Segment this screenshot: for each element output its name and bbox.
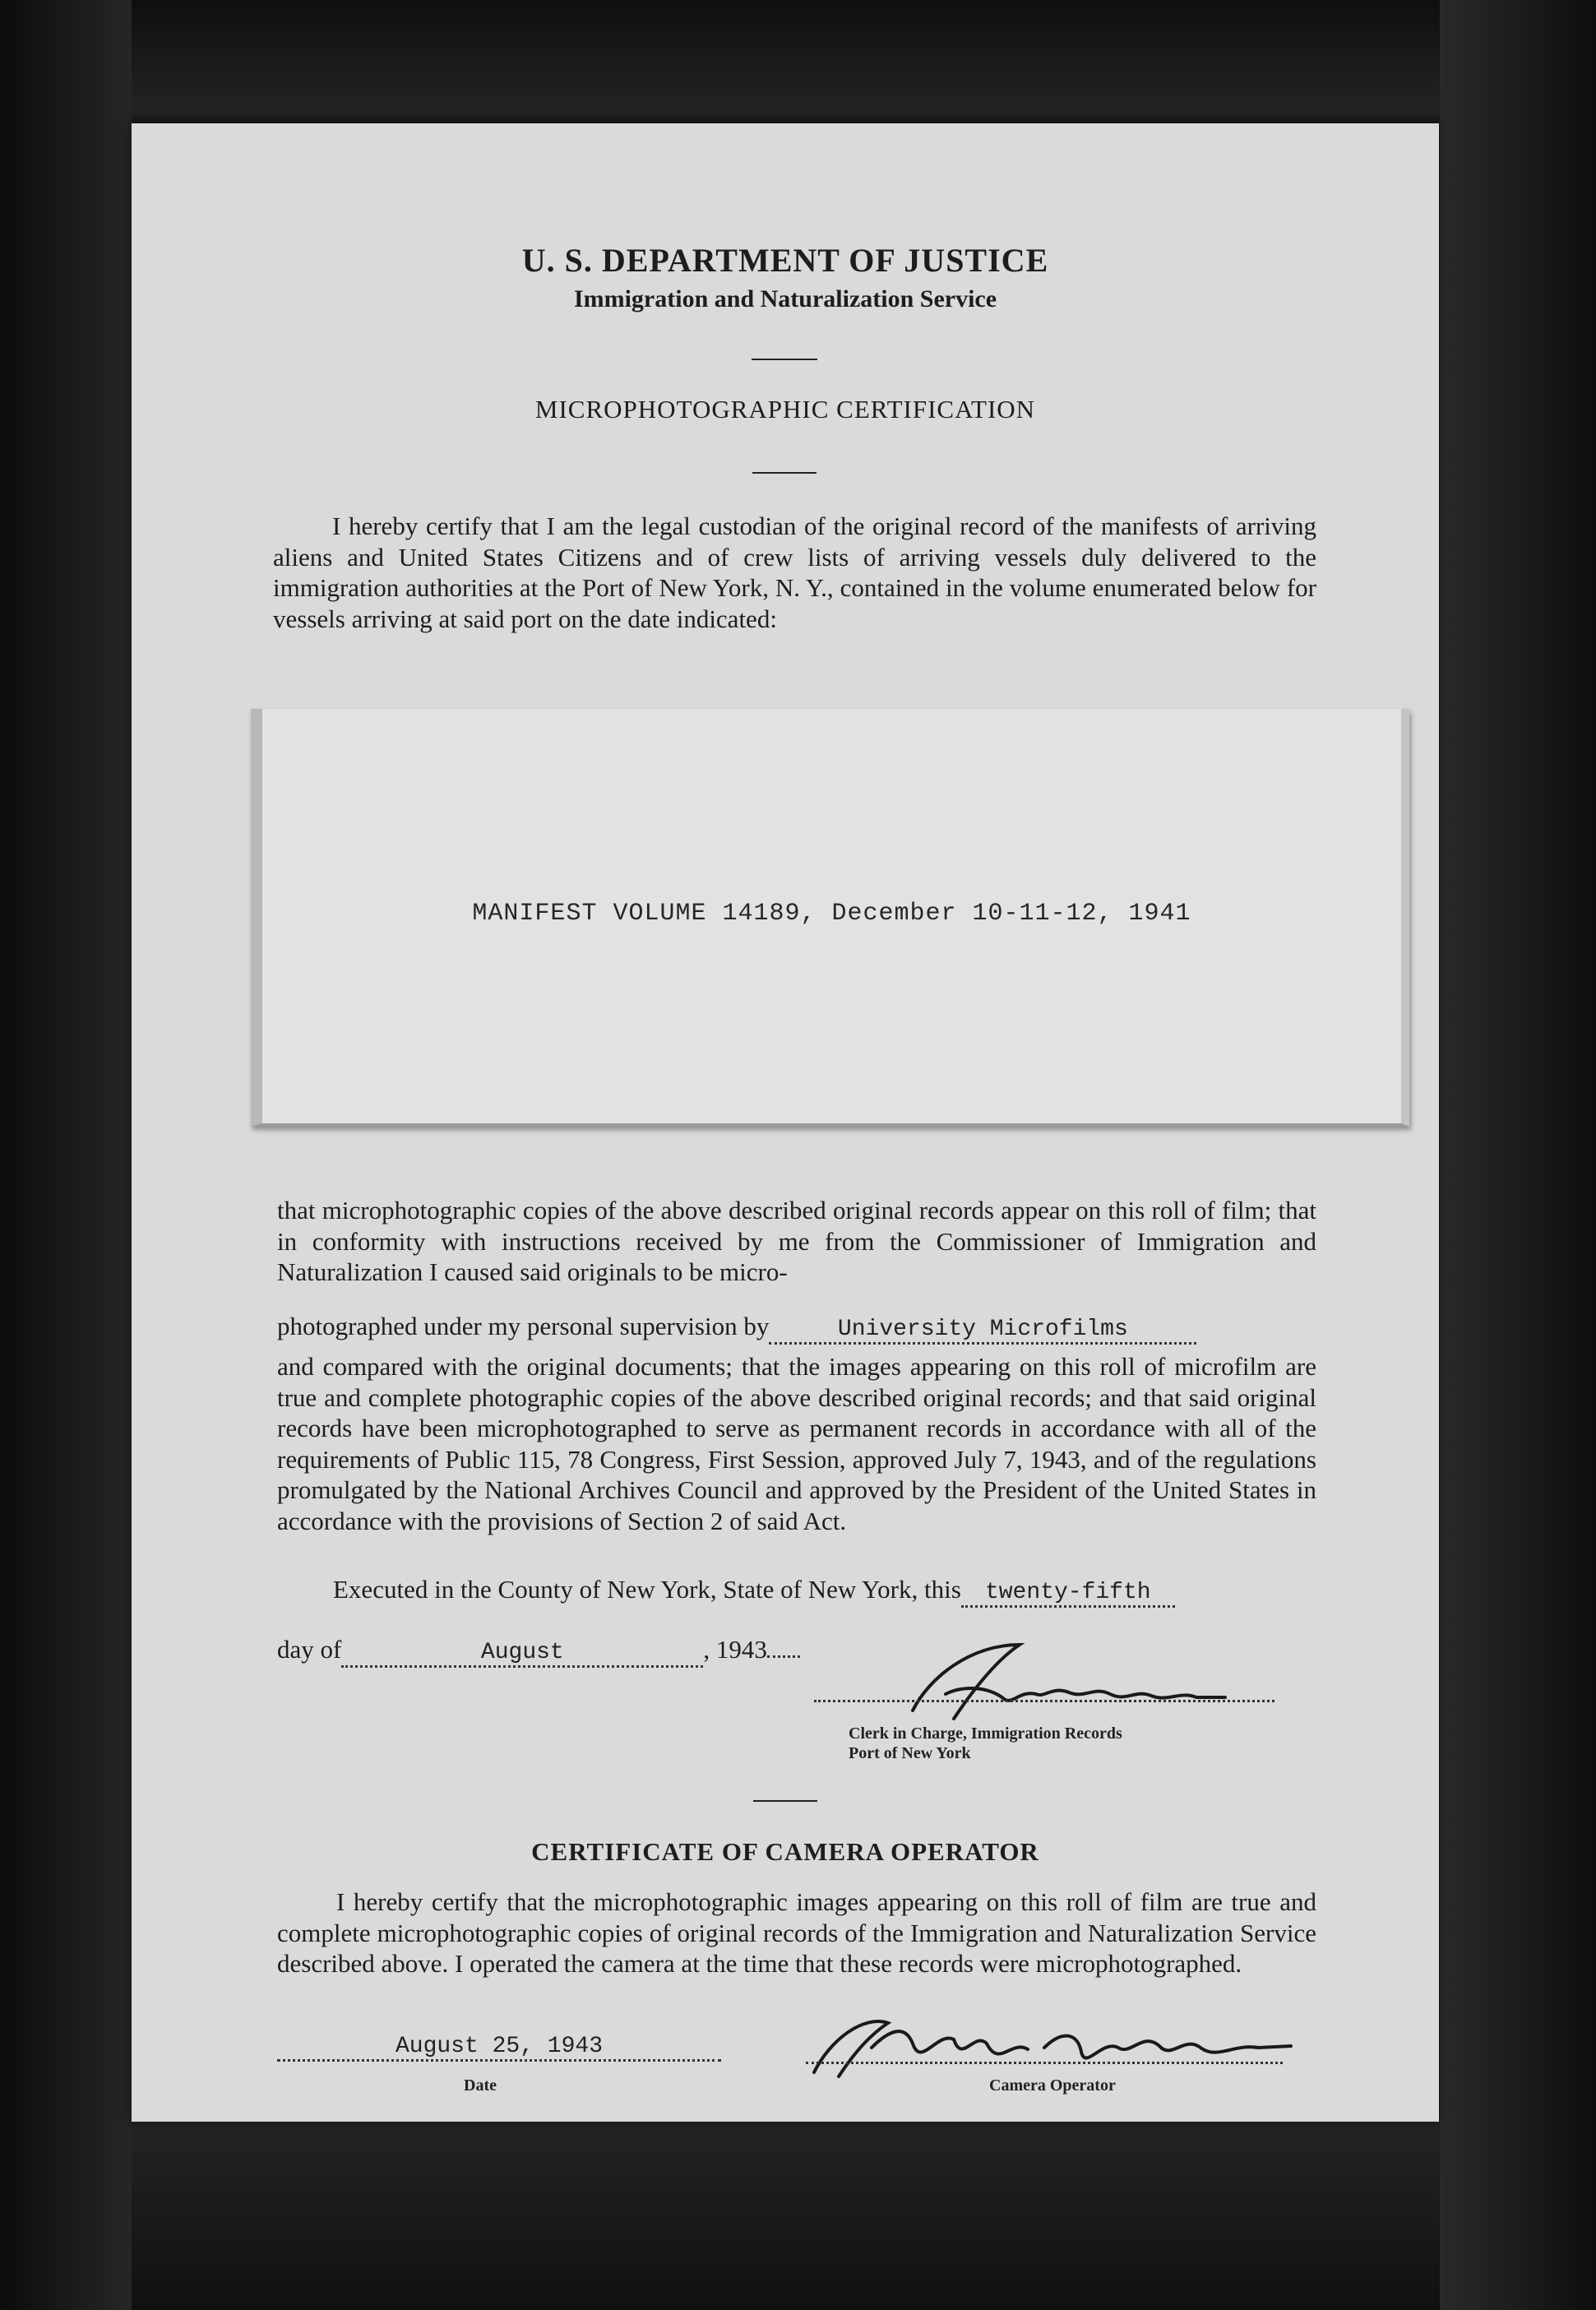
film-border-left [0, 0, 132, 2310]
divider [752, 472, 817, 474]
day-of-line [277, 1635, 800, 1668]
film-border-top [0, 0, 1596, 115]
clerk-signature-line [814, 1700, 1274, 1702]
supervision-line [277, 1312, 1196, 1345]
camera-certificate-text: I hereby certify that the microphotographic images appearing on this roll of film are true and complete microphotographic copies of original records of the Immigration and Naturalization Service described above. I operated the camera at the time that these records were microphotographed. [277, 1887, 1316, 1978]
date-label: Date [464, 2076, 497, 2095]
clerk-title: Clerk in Charge, Immigration Records [849, 1724, 1122, 1743]
execution-month-field: August [341, 1641, 703, 1668]
custodian-statement: I hereby certify that I am the legal custodian of the original record of the manifests of arriving aliens and United States Citizens and of crew lists of arriving vessels duly delivered to the immigration authorities at the Port of New York, N. Y., contained in the volume enumerated below for vessels arriving at said port on the date indicated: [273, 512, 1316, 633]
day-of-prefix: day of [277, 1635, 342, 1664]
executed-line [333, 1575, 1175, 1608]
executed-prefix: Executed in the County of New York, State of New York, this [333, 1575, 961, 1604]
execution-year: , 1943 [703, 1635, 767, 1664]
film-border-bottom [0, 2121, 1596, 2310]
certification-body-part2: and compared with the original documents; that the images appearing on this roll of microfilm are true and complete photographic copies of the above described original records; and that said original records have been microphotographed to serve as permanent records in accordance with all of the requirements of Public 115, 78 Congress, First Session, approved July 7, 1943, and of the regulations promulgated by the National Archives Council and approved by the President of the United States in accordance with the provisions of Section 2 of said Act. [277, 1352, 1316, 1535]
supervision-prefix: photographed under my personal supervision by [277, 1312, 770, 1340]
department-heading: U. S. DEPARTMENT OF JUSTICE [521, 242, 1049, 279]
manifest-card [251, 709, 1409, 1127]
divider [752, 359, 817, 360]
execution-day-field: twenty-fifth [961, 1581, 1175, 1608]
manifest-volume: MANIFEST VOLUME 14189, December 10-11-12, 1941 [472, 900, 1191, 928]
certification-body-part1: that microphotographic copies of the above described original records appear on this roll of film; that in conformity with instructions received by me from the Commissioner of Immigration and Naturalization I caused said originals to be micro- [277, 1196, 1316, 1286]
supervisor-field: University Microfilms [769, 1317, 1196, 1345]
camera-certificate-title: CERTIFICATE OF CAMERA OPERATOR [531, 1837, 1039, 1866]
certificate-sheet [132, 123, 1439, 2122]
film-border-right [1440, 0, 1596, 2310]
year-dots [767, 1655, 800, 1658]
operator-signature-line [806, 2062, 1283, 2064]
camera-date-field: August 25, 1943 [277, 2035, 721, 2062]
certification-title: MICROPHOTOGRAPHIC CERTIFICATION [534, 395, 1036, 424]
clerk-office: Port of New York [849, 1744, 971, 1762]
divider [753, 1800, 817, 1802]
camera-operator-label: Camera Operator [989, 2076, 1116, 2095]
service-subheading: Immigration and Naturalization Service [573, 285, 997, 312]
